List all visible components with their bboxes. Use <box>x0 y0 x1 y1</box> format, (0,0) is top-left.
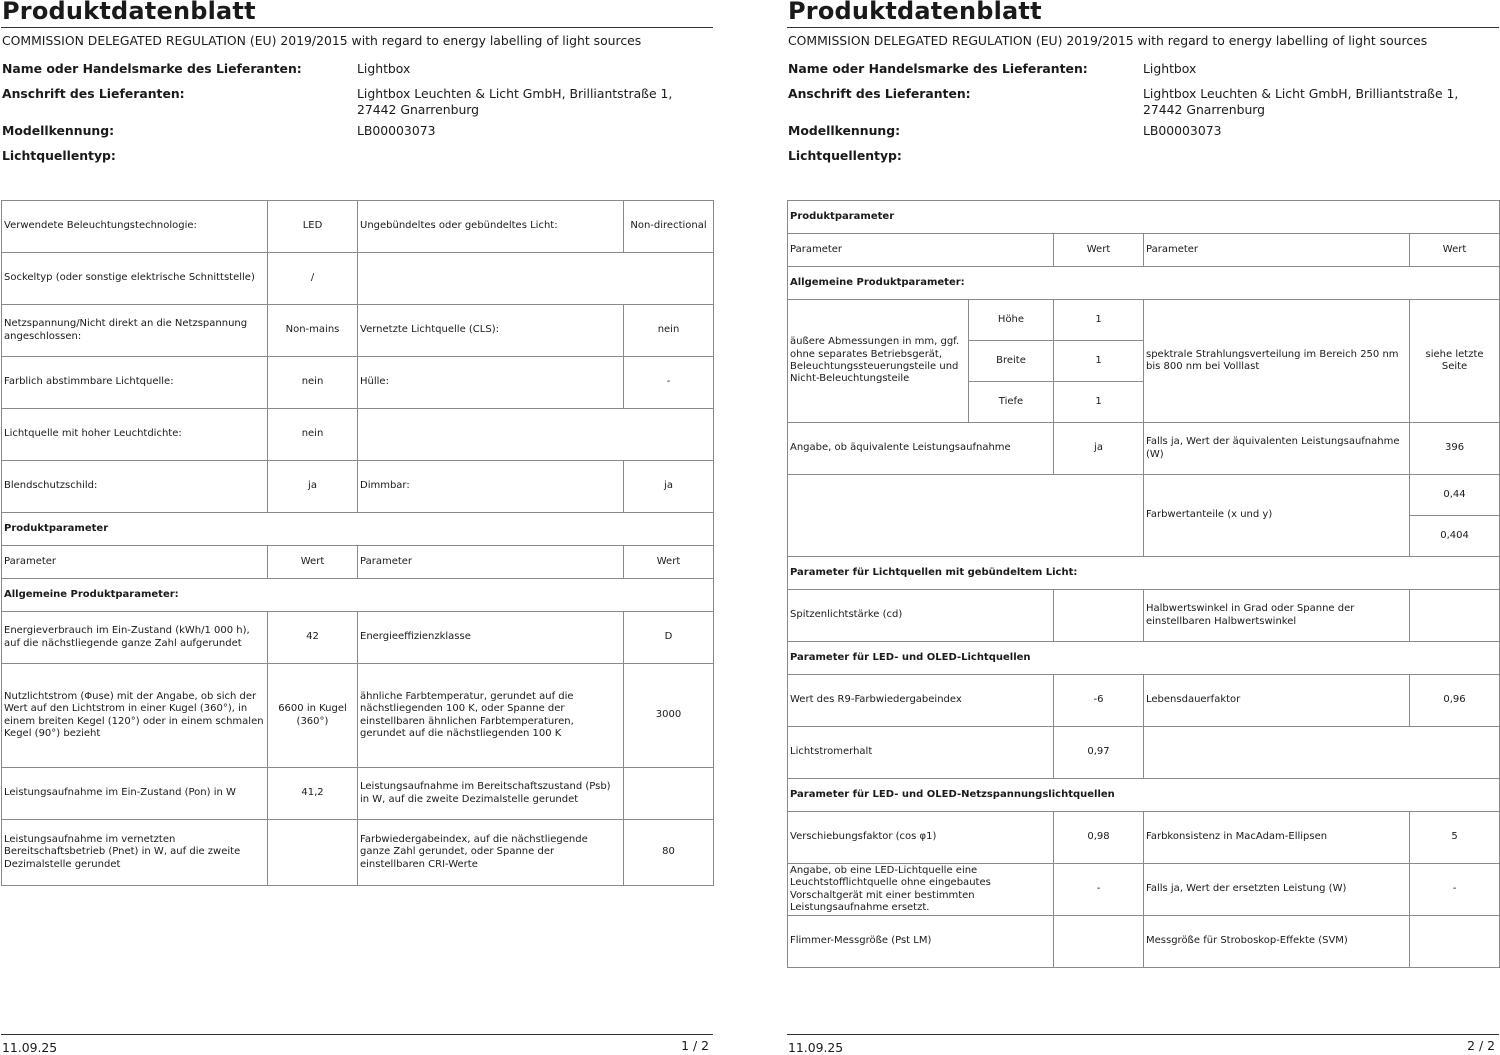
model-value: LB00003073 <box>1143 123 1222 138</box>
equivalent-power-label: Angabe, ob äquivalente Leistungsaufnahme <box>788 423 1054 475</box>
light-source-type-label: Lichtquellentyp: <box>2 148 116 163</box>
networked-standby-value <box>268 820 358 886</box>
r9-value: -6 <box>1054 675 1144 727</box>
networked-standby-label: Leistungsaufnahme im vernetzten Bereitschaftsbetrieb (Pnet) in W, auf die zweite Dezimalstelle gerundet <box>2 820 268 886</box>
footer-date: 11.09.25 <box>788 1040 844 1055</box>
column-header-parameter: Parameter <box>788 234 1054 267</box>
section-heading: Produktparameter <box>788 201 1500 234</box>
beam-angle-label: Halbwertswinkel in Grad oder Spanne der einstellbaren Halbwertswinkel <box>1144 590 1410 642</box>
directional-label: Ungebündeltes oder gebündeltes Licht: <box>358 201 624 253</box>
displacement-factor-value: 0,98 <box>1054 812 1144 864</box>
empty-cell <box>358 409 714 461</box>
column-header-parameter: Parameter <box>2 546 268 579</box>
column-header-value: Wert <box>624 546 714 579</box>
colour-temperature-value: 3000 <box>624 664 714 768</box>
section-heading: Parameter für LED- und OLED-Lichtquellen <box>788 642 1500 675</box>
anti-glare-value: ja <box>268 461 358 513</box>
dimmable-value: ja <box>624 461 714 513</box>
equivalent-power-value: ja <box>1054 423 1144 475</box>
table-row <box>2 409 714 461</box>
flicker-metric-label: Flimmer-Messgröße (Pst LM) <box>788 916 1054 968</box>
table-row <box>788 475 1500 516</box>
column-header-parameter: Parameter <box>358 546 624 579</box>
depth-value: 1 <box>1054 382 1144 423</box>
section-row <box>788 557 1500 590</box>
column-header-value: Wert <box>1054 234 1144 267</box>
table-row <box>788 864 1500 916</box>
section-heading: Allgemeine Produktparameter: <box>2 579 714 612</box>
energy-consumption-label: Energieverbrauch im Ein-Zustand (kWh/1 000 h), auf die nächstliegende ganze Zahl aufgerundet <box>2 612 268 664</box>
table-row <box>2 664 714 768</box>
standby-power-label: Leistungsaufnahme im Bereitschaftszustand (Psb) in W, auf die zweite Dezimalstelle gerundet <box>358 768 624 820</box>
lighting-technology-label: Verwendete Beleuchtungstechnologie: <box>2 201 268 253</box>
column-header-value: Wert <box>1410 234 1500 267</box>
section-row <box>2 579 714 612</box>
table-row <box>788 916 1500 968</box>
dimensions-label: äußere Abmessungen in mm, ggf. ohne separates Betriebsgerät, Beleuchtungssteuerungsteile und Nicht-Beleuchtungsteile <box>788 300 969 423</box>
supplier-address-label: Anschrift des Lieferanten: <box>2 86 185 101</box>
energy-consumption-value: 42 <box>268 612 358 664</box>
luminous-flux-label: Nutzlichtstrom (Φuse) mit der Angabe, ob sich der Wert auf den Lichtstrom in einer Kugel (360°), in einem breiten Kegel (120°) oder in einem schmalen Kegel (90°) bezieht <box>2 664 268 768</box>
section-heading: Parameter für LED- und OLED-Netzspannungslichtquellen <box>788 779 1500 812</box>
page-title: Produktdatenblatt <box>788 0 1042 25</box>
lumen-maintenance-label: Lichtstromerhalt <box>788 727 1054 779</box>
supplier-name-label: Name oder Handelsmarke des Lieferanten: <box>788 61 1088 76</box>
colour-tuneable-value: nein <box>268 357 358 409</box>
supplier-address-value: Lightbox Leuchten & Licht GmbH, Brilliantstraße 1, 27442 Gnarrenburg <box>357 86 673 117</box>
supplier-name-value: Lightbox <box>357 61 411 76</box>
footer-date: 11.09.25 <box>2 1040 58 1055</box>
chromaticity-x-value: 0,44 <box>1410 475 1500 516</box>
page-title: Produktdatenblatt <box>2 0 256 25</box>
header-row <box>788 234 1500 267</box>
fluorescent-replacement-label: Angabe, ob eine LED-Lichtquelle eine Leuchtstofflichtquelle ohne eingebautes Vorschaltgerät mit einer bestimmten Leistungsaufnahme ersetzt. <box>788 864 1054 916</box>
height-value: 1 <box>1054 300 1144 341</box>
model-label: Modellkennung: <box>788 123 901 138</box>
table-row <box>2 820 714 886</box>
table-row <box>788 300 1500 341</box>
lighting-technology-value: LED <box>268 201 358 253</box>
flicker-metric-value <box>1054 916 1144 968</box>
survival-factor-label: Lebensdauerfaktor <box>1144 675 1410 727</box>
peak-intensity-value <box>1054 590 1144 642</box>
standby-power-value <box>624 768 714 820</box>
page-2 <box>787 0 1499 1054</box>
title-divider <box>1 27 713 28</box>
header-row <box>2 546 714 579</box>
replaced-power-label: Falls ja, Wert der ersetzten Leistung (W) <box>1144 864 1410 916</box>
section-row <box>788 267 1500 300</box>
page-number: 1 / 2 <box>681 1038 709 1053</box>
high-luminance-value: nein <box>268 409 358 461</box>
section-heading: Allgemeine Produktparameter: <box>788 267 1500 300</box>
envelope-value: - <box>624 357 714 409</box>
table-row <box>788 675 1500 727</box>
table-row <box>2 612 714 664</box>
height-label: Höhe <box>969 300 1054 341</box>
lumen-maintenance-value: 0,97 <box>1054 727 1144 779</box>
survival-factor-value: 0,96 <box>1410 675 1500 727</box>
column-header-value: Wert <box>268 546 358 579</box>
supplier-address-label: Anschrift des Lieferanten: <box>788 86 971 101</box>
cap-type-label: Sockeltyp (oder sonstige elektrische Schnittstelle) <box>2 253 268 305</box>
regulation-subtitle: COMMISSION DELEGATED REGULATION (EU) 2019/2015 with regard to energy labelling of light sources <box>788 33 1428 48</box>
colour-tuneable-label: Farblich abstimmbare Lichtquelle: <box>2 357 268 409</box>
chromaticity-y-value: 0,404 <box>1410 516 1500 557</box>
title-divider <box>787 27 1499 28</box>
table-row <box>2 305 714 357</box>
model-label: Modellkennung: <box>2 123 115 138</box>
colour-consistency-label: Farbkonsistenz in MacAdam-Ellipsen <box>1144 812 1410 864</box>
empty-cell <box>358 253 714 305</box>
section-heading: Parameter für Lichtquellen mit gebündeltem Licht: <box>788 557 1500 590</box>
table-row <box>788 590 1500 642</box>
connected-label: Vernetzte Lichtquelle (CLS): <box>358 305 624 357</box>
table-row <box>2 768 714 820</box>
spectral-distribution-label: spektrale Strahlungsverteilung im Bereich 250 nm bis 800 nm bei Volllast <box>1144 300 1410 423</box>
on-mode-power-label: Leistungsaufnahme im Ein-Zustand (Pon) in W <box>2 768 268 820</box>
cap-type-value: / <box>268 253 358 305</box>
replaced-power-value: - <box>1410 864 1500 916</box>
luminous-flux-value: 6600 in Kugel (360°) <box>268 664 358 768</box>
cri-label: Farbwiedergabeindex, auf die nächstliegende ganze Zahl gerundet, oder Spanne der einstellbaren CRI-Werte <box>358 820 624 886</box>
r9-label: Wert des R9-Farbwiedergabeindex <box>788 675 1054 727</box>
directional-value: Non-directional <box>624 201 714 253</box>
chromaticity-label: Farbwertanteile (x und y) <box>1144 475 1410 557</box>
beam-angle-value <box>1410 590 1500 642</box>
energy-class-value: D <box>624 612 714 664</box>
supplier-name-label: Name oder Handelsmarke des Lieferanten: <box>2 61 302 76</box>
fluorescent-replacement-value: - <box>1054 864 1144 916</box>
table-row <box>2 461 714 513</box>
displacement-factor-label: Verschiebungsfaktor (cos φ1) <box>788 812 1054 864</box>
cri-value: 80 <box>624 820 714 886</box>
supplier-address-value: Lightbox Leuchten & Licht GmbH, Brilliantstraße 1, 27442 Gnarrenburg <box>1143 86 1459 117</box>
connected-value: nein <box>624 305 714 357</box>
page-1 <box>1 0 713 1054</box>
mains-value: Non-mains <box>268 305 358 357</box>
stroboscopic-metric-value <box>1410 916 1500 968</box>
product-table-page-1 <box>1 200 714 886</box>
table-row <box>788 812 1500 864</box>
equivalent-power-watts-label: Falls ja, Wert der äquivalenten Leistungsaufnahme (W) <box>1144 423 1410 475</box>
supplier-name-value: Lightbox <box>1143 61 1197 76</box>
empty-cell <box>1144 727 1500 779</box>
table-row <box>2 201 714 253</box>
width-value: 1 <box>1054 341 1144 382</box>
section-heading: Produktparameter <box>2 513 714 546</box>
width-label: Breite <box>969 341 1054 382</box>
anti-glare-label: Blendschutzschild: <box>2 461 268 513</box>
colour-temperature-label: ähnliche Farbtemperatur, gerundet auf die nächstliegenden 100 K, oder Spanne der einstellbaren ähnlichen Farbtemperaturen, gerundet auf die nächstliegenden 100 K <box>358 664 624 768</box>
table-row <box>788 727 1500 779</box>
regulation-subtitle: COMMISSION DELEGATED REGULATION (EU) 2019/2015 with regard to energy labelling of light sources <box>2 33 642 48</box>
section-row <box>788 201 1500 234</box>
page-number: 2 / 2 <box>1467 1038 1495 1053</box>
light-source-type-label: Lichtquellentyp: <box>788 148 902 163</box>
product-table-page-2 <box>787 200 1500 968</box>
colour-consistency-value: 5 <box>1410 812 1500 864</box>
table-row <box>788 423 1500 475</box>
section-row <box>788 642 1500 675</box>
column-header-parameter: Parameter <box>1144 234 1410 267</box>
footer-divider <box>787 1034 1499 1035</box>
envelope-label: Hülle: <box>358 357 624 409</box>
energy-class-label: Energieeffizienzklasse <box>358 612 624 664</box>
empty-cell <box>788 475 1144 557</box>
table-row <box>2 357 714 409</box>
peak-intensity-label: Spitzenlichtstärke (cd) <box>788 590 1054 642</box>
section-row <box>788 779 1500 812</box>
high-luminance-label: Lichtquelle mit hoher Leuchtdichte: <box>2 409 268 461</box>
model-value: LB00003073 <box>357 123 436 138</box>
section-row <box>2 513 714 546</box>
depth-label: Tiefe <box>969 382 1054 423</box>
stroboscopic-metric-label: Messgröße für Stroboskop-Effekte (SVM) <box>1144 916 1410 968</box>
table-row <box>2 253 714 305</box>
spectral-distribution-value: siehe letzte Seite <box>1410 300 1500 423</box>
mains-label: Netzspannung/Nicht direkt an die Netzspannung angeschlossen: <box>2 305 268 357</box>
equivalent-power-watts-value: 396 <box>1410 423 1500 475</box>
dimmable-label: Dimmbar: <box>358 461 624 513</box>
footer-divider <box>1 1034 713 1035</box>
on-mode-power-value: 41,2 <box>268 768 358 820</box>
